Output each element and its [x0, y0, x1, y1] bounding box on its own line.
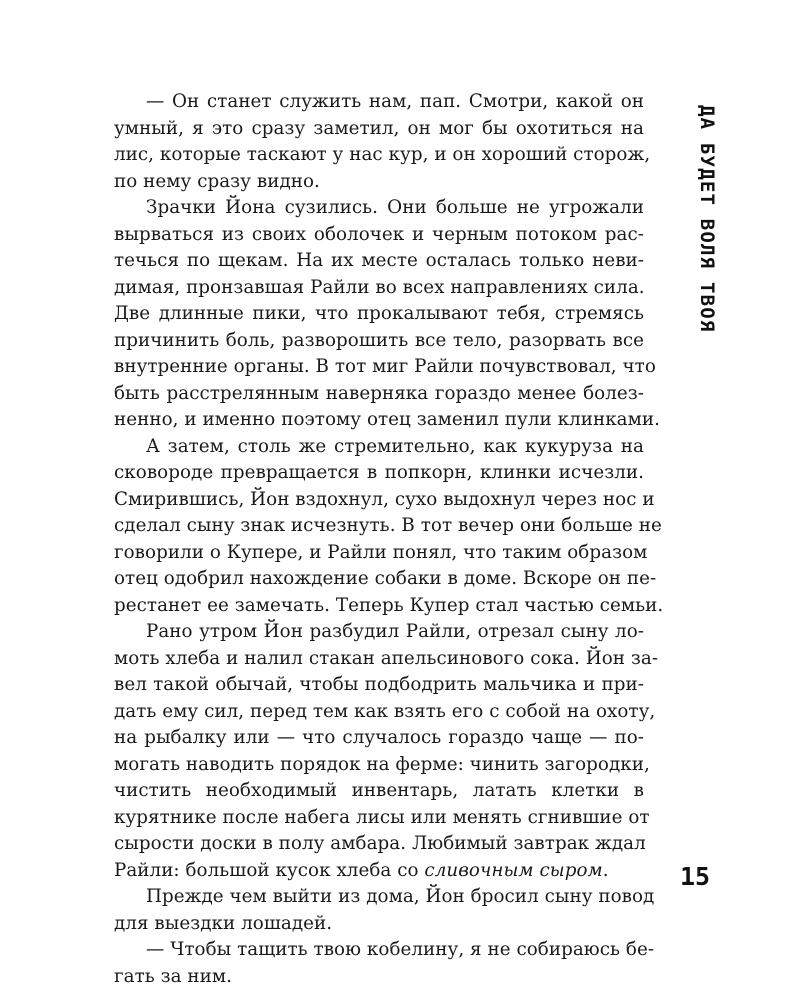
- text-line-content: гать за ним.: [114, 965, 233, 987]
- text-line: [114, 566, 657, 593]
- text-line: [114, 752, 650, 779]
- text-line: [114, 301, 644, 328]
- text-line-content: на рыбалку или — что случалось гораздо чаще — по-: [114, 727, 644, 748]
- text-line-content: чистить необходимый инвентарь, латать клетки в: [114, 780, 644, 801]
- text-line-content: рестанет ее замечать. Теперь Купер стал частью семьи.: [114, 594, 664, 616]
- text-line: [114, 911, 644, 938]
- text-line: [114, 354, 656, 381]
- text-line: [114, 513, 662, 540]
- text-line-content: А затем, столь же стремительно, как кукуруза на: [146, 435, 644, 457]
- text-line: [114, 593, 664, 620]
- text-line-content: Зрачки Йона сузились. Они больше не угрожали: [146, 197, 644, 218]
- text-line: [114, 460, 644, 487]
- text-line: [114, 964, 644, 991]
- text-line-content: димая, пронзавшая Райли во всех направлениях сила.: [114, 276, 645, 298]
- text-line-content: моть хлеба и налил стакан апельсинового сока. Йон за-: [114, 647, 659, 669]
- text-line: [114, 407, 660, 434]
- text-line: [114, 778, 644, 805]
- text-line: [114, 275, 644, 302]
- text-line-content: сделал сыну знак исчезнуть. В тот вечер они больше не: [114, 515, 662, 536]
- text-line: [114, 646, 659, 673]
- text-line: [114, 884, 655, 911]
- text-line-content: ненно, и именно поэтому отец заменил пули клинками.: [114, 409, 660, 430]
- page-number: 15: [680, 862, 711, 891]
- text-line-content: причинить боль, разворошить все тело, разорвать все: [114, 329, 644, 351]
- text-line: [114, 169, 644, 196]
- text-line: [114, 142, 651, 169]
- text-line-content: дать ему сил, перед тем как взять его с собой на охоту,: [114, 700, 656, 722]
- text-line: [114, 89, 644, 116]
- text-line-content: сырости доски в полу амбара. Любимый завтрак ждал: [114, 833, 646, 854]
- text-line: [114, 831, 644, 858]
- text-line-content: вырваться из своих оболочек и черным потоком рас-: [114, 223, 644, 245]
- text-line-content: — Он станет служить нам, пап. Смотри, какой он: [146, 91, 644, 112]
- text-line-content: течься по щекам. На их месте осталась только неви-: [114, 250, 644, 271]
- text-line: [114, 619, 644, 646]
- text-line-tail: .: [602, 859, 609, 881]
- text-line-content: Райли: большой кусок хлеба со: [114, 859, 425, 881]
- text-line-content: по нему сразу видно.: [114, 170, 320, 192]
- text-line: [114, 381, 644, 408]
- text-line: [114, 805, 650, 832]
- text-line-content: вел такой обычай, чтобы подбодрить мальчика и при-: [114, 674, 644, 695]
- text-line: [114, 328, 644, 355]
- text-line: [114, 699, 656, 726]
- text-line: [114, 248, 644, 275]
- text-line-content: Смирившись, Йон вздохнул, сухо выдохнул через нос и: [114, 488, 655, 510]
- text-line-content: Прежде чем выйти из дома, Йон бросил сыну повод: [146, 886, 655, 907]
- text-line-content: отец одобрил нахождение собаки в доме. Вскоре он пе-: [114, 568, 657, 589]
- text-line: [114, 858, 644, 885]
- body-text: [114, 89, 664, 990]
- text-line-content: сковороде превращается в попкорн, клинки исчезли.: [114, 462, 644, 483]
- text-line-content: внутренние органы. В тот миг Райли почувствовал, что: [114, 356, 656, 377]
- text-line: [114, 725, 644, 752]
- text-line-content: умный, я это сразу заметил, он мог бы охотиться на: [114, 117, 644, 139]
- text-line-content: лис, которые таскают у нас кур, и он хороший сторож,: [114, 144, 651, 165]
- text-line-content: Рано утром Йон разбудил Райли, отрезал сыну ло-: [146, 621, 644, 642]
- text-line: [114, 222, 644, 249]
- text-line: [114, 540, 648, 567]
- text-line: [114, 487, 655, 514]
- running-head: ДА БУДЕТ ВОЛЯ ТВОЯ: [696, 105, 718, 333]
- text-line: [114, 672, 644, 699]
- text-line-content: Две длинные пики, что прокалывают тебя, стремясь: [114, 303, 644, 324]
- text-line: [114, 195, 644, 222]
- text-line-content: быть расстрелянным наверняка гораздо менее болез-: [114, 382, 644, 404]
- text-line-content: для выездки лошадей.: [114, 912, 333, 934]
- text-line: [114, 937, 655, 964]
- text-line-content: курятнике после набега лисы или менять сгнившие от: [114, 806, 650, 828]
- text-line-content: говорили о Купере, и Райли понял, что таким образом: [114, 541, 648, 563]
- text-line: [114, 116, 644, 143]
- text-line-content: — Чтобы тащить твою кобелину, я не собираюсь бе-: [146, 939, 655, 960]
- text-line: [114, 434, 644, 461]
- italic-phrase: сливочным сыром: [424, 859, 603, 881]
- text-line-content: могать наводить порядок на ферме: чинить загородки,: [114, 753, 650, 775]
